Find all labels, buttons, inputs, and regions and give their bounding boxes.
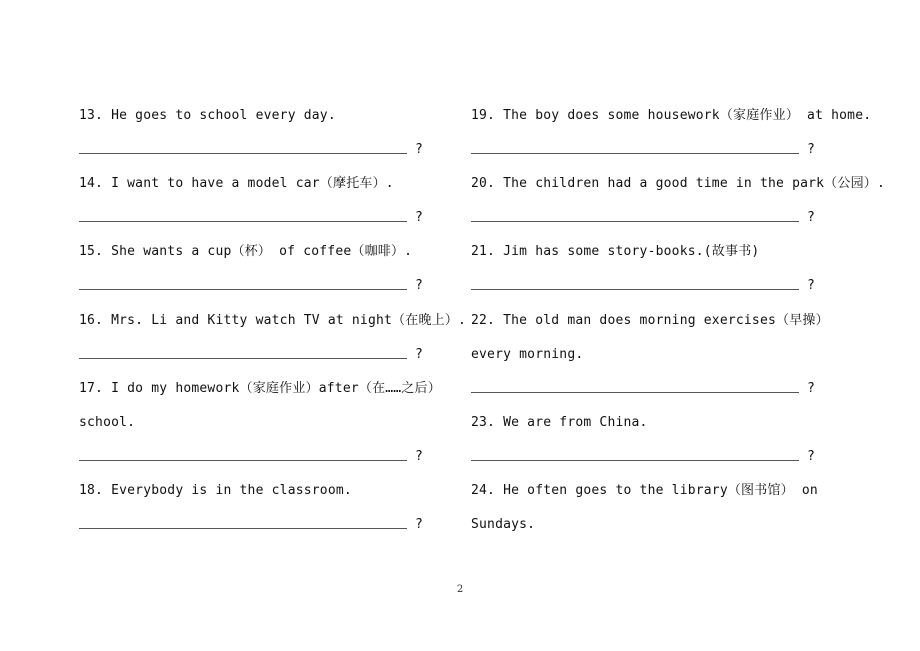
answer-line-14[interactable] (79, 210, 439, 226)
answer-underline[interactable] (79, 289, 407, 290)
question-13: 13. He goes to school every day. (79, 108, 336, 123)
answer-underline[interactable] (471, 460, 799, 461)
answer-line-23[interactable] (471, 449, 831, 465)
answer-line-22[interactable] (471, 381, 831, 397)
question-22-continued: every morning. (471, 347, 584, 362)
answer-underline[interactable] (471, 392, 799, 393)
question-17-continued: school. (79, 415, 136, 430)
question-mark: ? (807, 449, 815, 464)
answer-line-20[interactable] (471, 210, 831, 226)
answer-underline[interactable] (471, 221, 799, 222)
answer-underline[interactable] (79, 221, 407, 222)
page-number: 2 (456, 584, 464, 595)
question-mark: ? (415, 142, 423, 157)
answer-line-13[interactable] (79, 142, 439, 158)
question-22: 22. The old man does morning exercises（早操） (471, 313, 829, 328)
question-mark: ? (807, 142, 815, 157)
question-19: 19. The boy does some housework（家庭作业） at home. (471, 108, 872, 123)
answer-underline[interactable] (471, 289, 799, 290)
answer-underline[interactable] (79, 153, 407, 154)
question-20: 20. The children had a good time in the park（公园）. (471, 176, 885, 191)
answer-line-15[interactable] (79, 278, 439, 294)
question-21: 21. Jim has some story-books.(故事书) (471, 244, 760, 259)
answer-underline[interactable] (79, 358, 407, 359)
answer-line-19[interactable] (471, 142, 831, 158)
question-mark: ? (415, 449, 423, 464)
question-24: 24. He often goes to the library（图书馆） on (471, 483, 818, 498)
answer-underline[interactable] (79, 460, 407, 461)
question-24-continued: Sundays. (471, 517, 536, 532)
answer-line-21[interactable] (471, 278, 831, 294)
answer-line-18[interactable] (79, 517, 439, 533)
question-16: 16. Mrs. Li and Kitty watch TV at night（在晚上）. (79, 313, 467, 328)
question-18: 18. Everybody is in the classroom. (79, 483, 352, 498)
question-mark: ? (807, 210, 815, 225)
question-mark: ? (415, 278, 423, 293)
answer-underline[interactable] (471, 153, 799, 154)
question-14: 14. I want to have a model car（摩托车）. (79, 176, 394, 191)
answer-line-17[interactable] (79, 449, 439, 465)
question-mark: ? (807, 381, 815, 396)
question-mark: ? (415, 347, 423, 362)
answer-line-16[interactable] (79, 347, 439, 363)
question-mark: ? (415, 210, 423, 225)
question-mark: ? (415, 517, 423, 532)
question-23: 23. We are from China. (471, 415, 648, 430)
question-mark: ? (807, 278, 815, 293)
question-17: 17. I do my homework（家庭作业）after（在……之后） (79, 381, 441, 396)
question-15: 15. She wants a cup（杯） of coffee（咖啡）. (79, 244, 413, 259)
answer-underline[interactable] (79, 528, 407, 529)
